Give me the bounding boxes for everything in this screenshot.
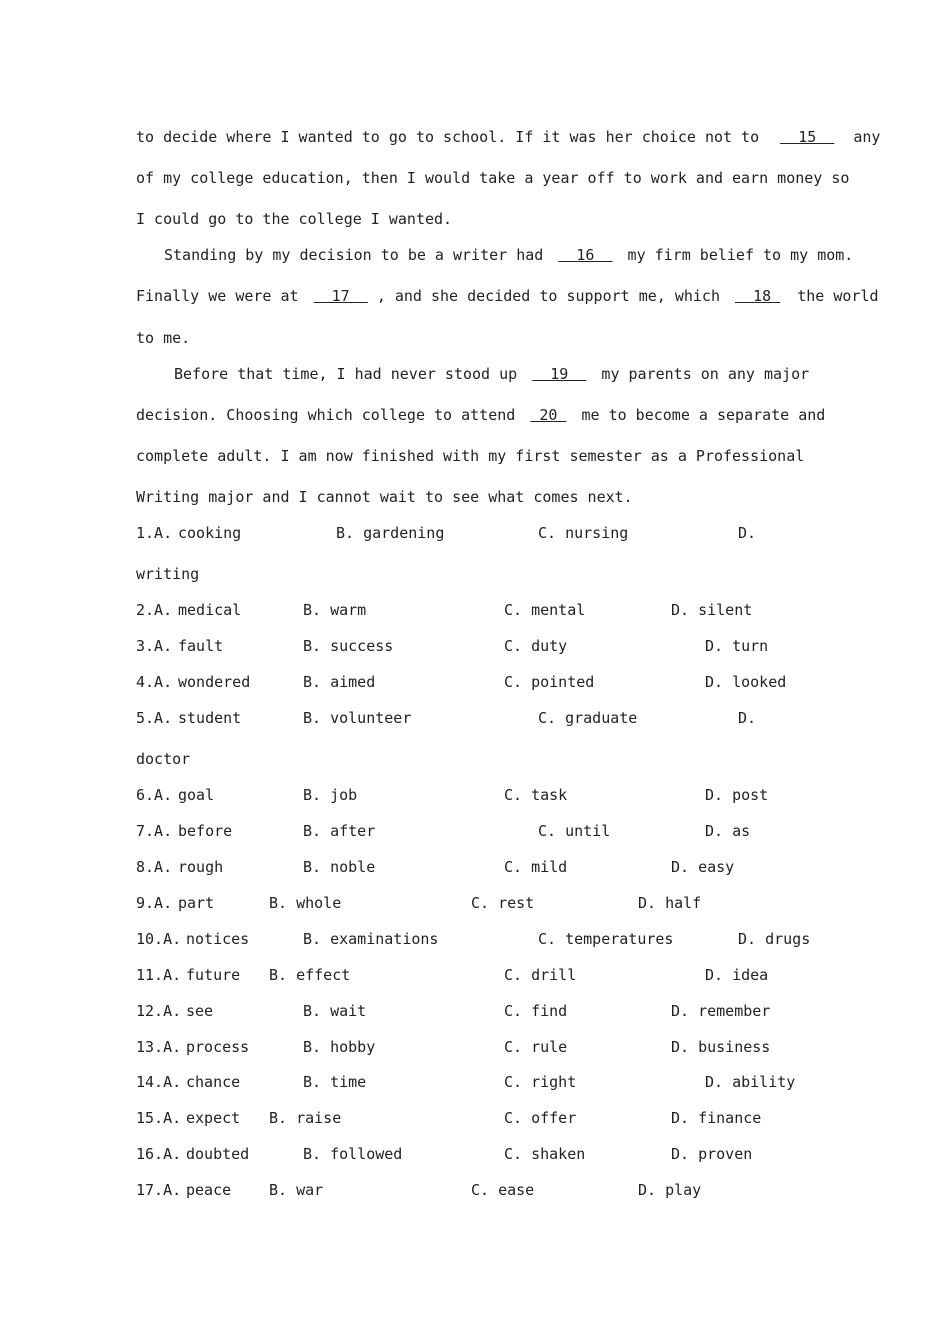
question-number: 13.A.: [136, 1038, 182, 1056]
passage-text: , and she decided to support me, which: [376, 287, 720, 305]
question-number: 7.A.: [136, 822, 173, 840]
option-a: peace: [186, 1181, 232, 1199]
passage-text: Before that time, I had never stood up: [174, 365, 518, 383]
option-c: C. graduate: [538, 709, 638, 727]
option-b: B. hobby: [303, 1038, 376, 1056]
option-c: C. rest: [471, 894, 535, 912]
passage-line: complete adult. I am now finished with my first semester as a Professional: [136, 447, 805, 465]
option-d: D. ability: [705, 1073, 796, 1091]
option-d: D. turn: [705, 637, 769, 655]
question-number: 10.A.: [136, 930, 182, 948]
question-number: 5.A.: [136, 709, 173, 727]
option-a: future: [186, 966, 241, 984]
question-number: 12.A.: [136, 1002, 182, 1020]
question-number: 1.A.: [136, 524, 173, 542]
option-d: D. half: [638, 894, 702, 912]
option-b: B. time: [303, 1073, 367, 1091]
question-number: 11.A.: [136, 966, 182, 984]
passage-text: the world: [797, 287, 879, 305]
question-number: 17.A.: [136, 1181, 182, 1199]
option-a: part: [178, 894, 215, 912]
blank-19: 19: [532, 365, 587, 383]
option-c: C. drill: [504, 966, 577, 984]
option-b: B. job: [303, 786, 358, 804]
blank-20: 20: [530, 406, 567, 424]
passage-line: I could go to the college I wanted.: [136, 210, 453, 228]
option-c: C. offer: [504, 1109, 577, 1127]
option-c: C. shaken: [504, 1145, 586, 1163]
question-number: 16.A.: [136, 1145, 182, 1163]
passage-line: [164, 246, 854, 264]
passage-text: to decide where I wanted to go to school. If it was her choice not to: [136, 128, 760, 146]
option-b: B. war: [269, 1181, 324, 1199]
question-number: 3.A.: [136, 637, 173, 655]
option-b: B. raise: [269, 1109, 342, 1127]
option-b: B. effect: [269, 966, 351, 984]
option-a: medical: [178, 601, 242, 619]
option-b: B. whole: [269, 894, 342, 912]
passage-line: [136, 128, 881, 146]
passage-text: any: [853, 128, 881, 146]
passage-text: Finally we were at: [136, 287, 299, 305]
passage-text: my firm belief to my mom.: [627, 246, 854, 264]
option-d: D.: [738, 709, 757, 727]
option-c: C. mental: [504, 601, 586, 619]
option-d: D. drugs: [738, 930, 811, 948]
option-d: D. looked: [705, 673, 787, 691]
option-c: C. temperatures: [538, 930, 674, 948]
passage-text: decision. Choosing which college to attend: [136, 406, 516, 424]
option-b: B. aimed: [303, 673, 376, 691]
option-c: C. task: [504, 786, 568, 804]
option-c: C. find: [504, 1002, 568, 1020]
blank-16: 16: [558, 246, 613, 264]
option-a: before: [178, 822, 233, 840]
option-a: cooking: [178, 524, 242, 542]
option-b: B. wait: [303, 1002, 367, 1020]
option-a: chance: [186, 1073, 241, 1091]
question-number: 14.A.: [136, 1073, 182, 1091]
passage-text: me to become a separate and: [581, 406, 826, 424]
option-b: B. noble: [303, 858, 376, 876]
option-d: D. play: [638, 1181, 702, 1199]
passage-line: [174, 365, 814, 383]
option-b: B. volunteer: [303, 709, 412, 727]
option-a: goal: [178, 786, 215, 804]
passage-line: to me.: [136, 329, 191, 347]
option-d: D. finance: [671, 1109, 762, 1127]
option-d: D. easy: [671, 858, 735, 876]
option-a: process: [186, 1038, 250, 1056]
question-number: 15.A.: [136, 1109, 182, 1127]
option-d: D. proven: [671, 1145, 753, 1163]
option-c: C. ease: [471, 1181, 535, 1199]
option-c: C. right: [504, 1073, 577, 1091]
option-c: C. until: [538, 822, 611, 840]
option-b: B. examinations: [303, 930, 439, 948]
option-b: B. gardening: [336, 524, 445, 542]
passage-line: Writing major and I cannot wait to see what comes next.: [136, 488, 633, 506]
blank-18: 18: [735, 287, 781, 305]
option-a: see: [186, 1002, 214, 1020]
passage-text: my parents on any major: [601, 365, 810, 383]
passage-text: Standing by my decision to be a writer had: [164, 246, 544, 264]
blank-17: 17: [313, 287, 368, 305]
question-number: 8.A.: [136, 858, 173, 876]
option-d: D. idea: [705, 966, 769, 984]
option-c: C. nursing: [538, 524, 629, 542]
option-d: D. post: [705, 786, 769, 804]
option-d: D. business: [671, 1038, 771, 1056]
option-c: C. mild: [504, 858, 568, 876]
option-a: wondered: [178, 673, 251, 691]
option-c: C. duty: [504, 637, 568, 655]
option-a: rough: [178, 858, 224, 876]
blank-15: 15: [780, 128, 835, 146]
passage-line: [136, 406, 826, 424]
option-b: B. after: [303, 822, 376, 840]
option-d-text: doctor: [136, 750, 191, 768]
option-b: B. success: [303, 637, 394, 655]
passage-line: of my college education, then I would take a year off to work and earn money so: [136, 169, 850, 187]
question-number: 9.A.: [136, 894, 173, 912]
option-a: fault: [178, 637, 224, 655]
option-d: D. silent: [671, 601, 753, 619]
option-c: C. rule: [504, 1038, 568, 1056]
option-a: student: [178, 709, 242, 727]
option-d: D. as: [705, 822, 751, 840]
option-b: B. warm: [303, 601, 367, 619]
option-c: C. pointed: [504, 673, 595, 691]
question-number: 4.A.: [136, 673, 173, 691]
option-a: doubted: [186, 1145, 250, 1163]
question-number: 6.A.: [136, 786, 173, 804]
option-d: D.: [738, 524, 757, 542]
option-b: B. followed: [303, 1145, 403, 1163]
option-a: notices: [186, 930, 250, 948]
option-a: expect: [186, 1109, 241, 1127]
passage-line: [136, 287, 879, 305]
question-number: 2.A.: [136, 601, 173, 619]
option-d-text: writing: [136, 565, 200, 583]
option-d: D. remember: [671, 1002, 771, 1020]
